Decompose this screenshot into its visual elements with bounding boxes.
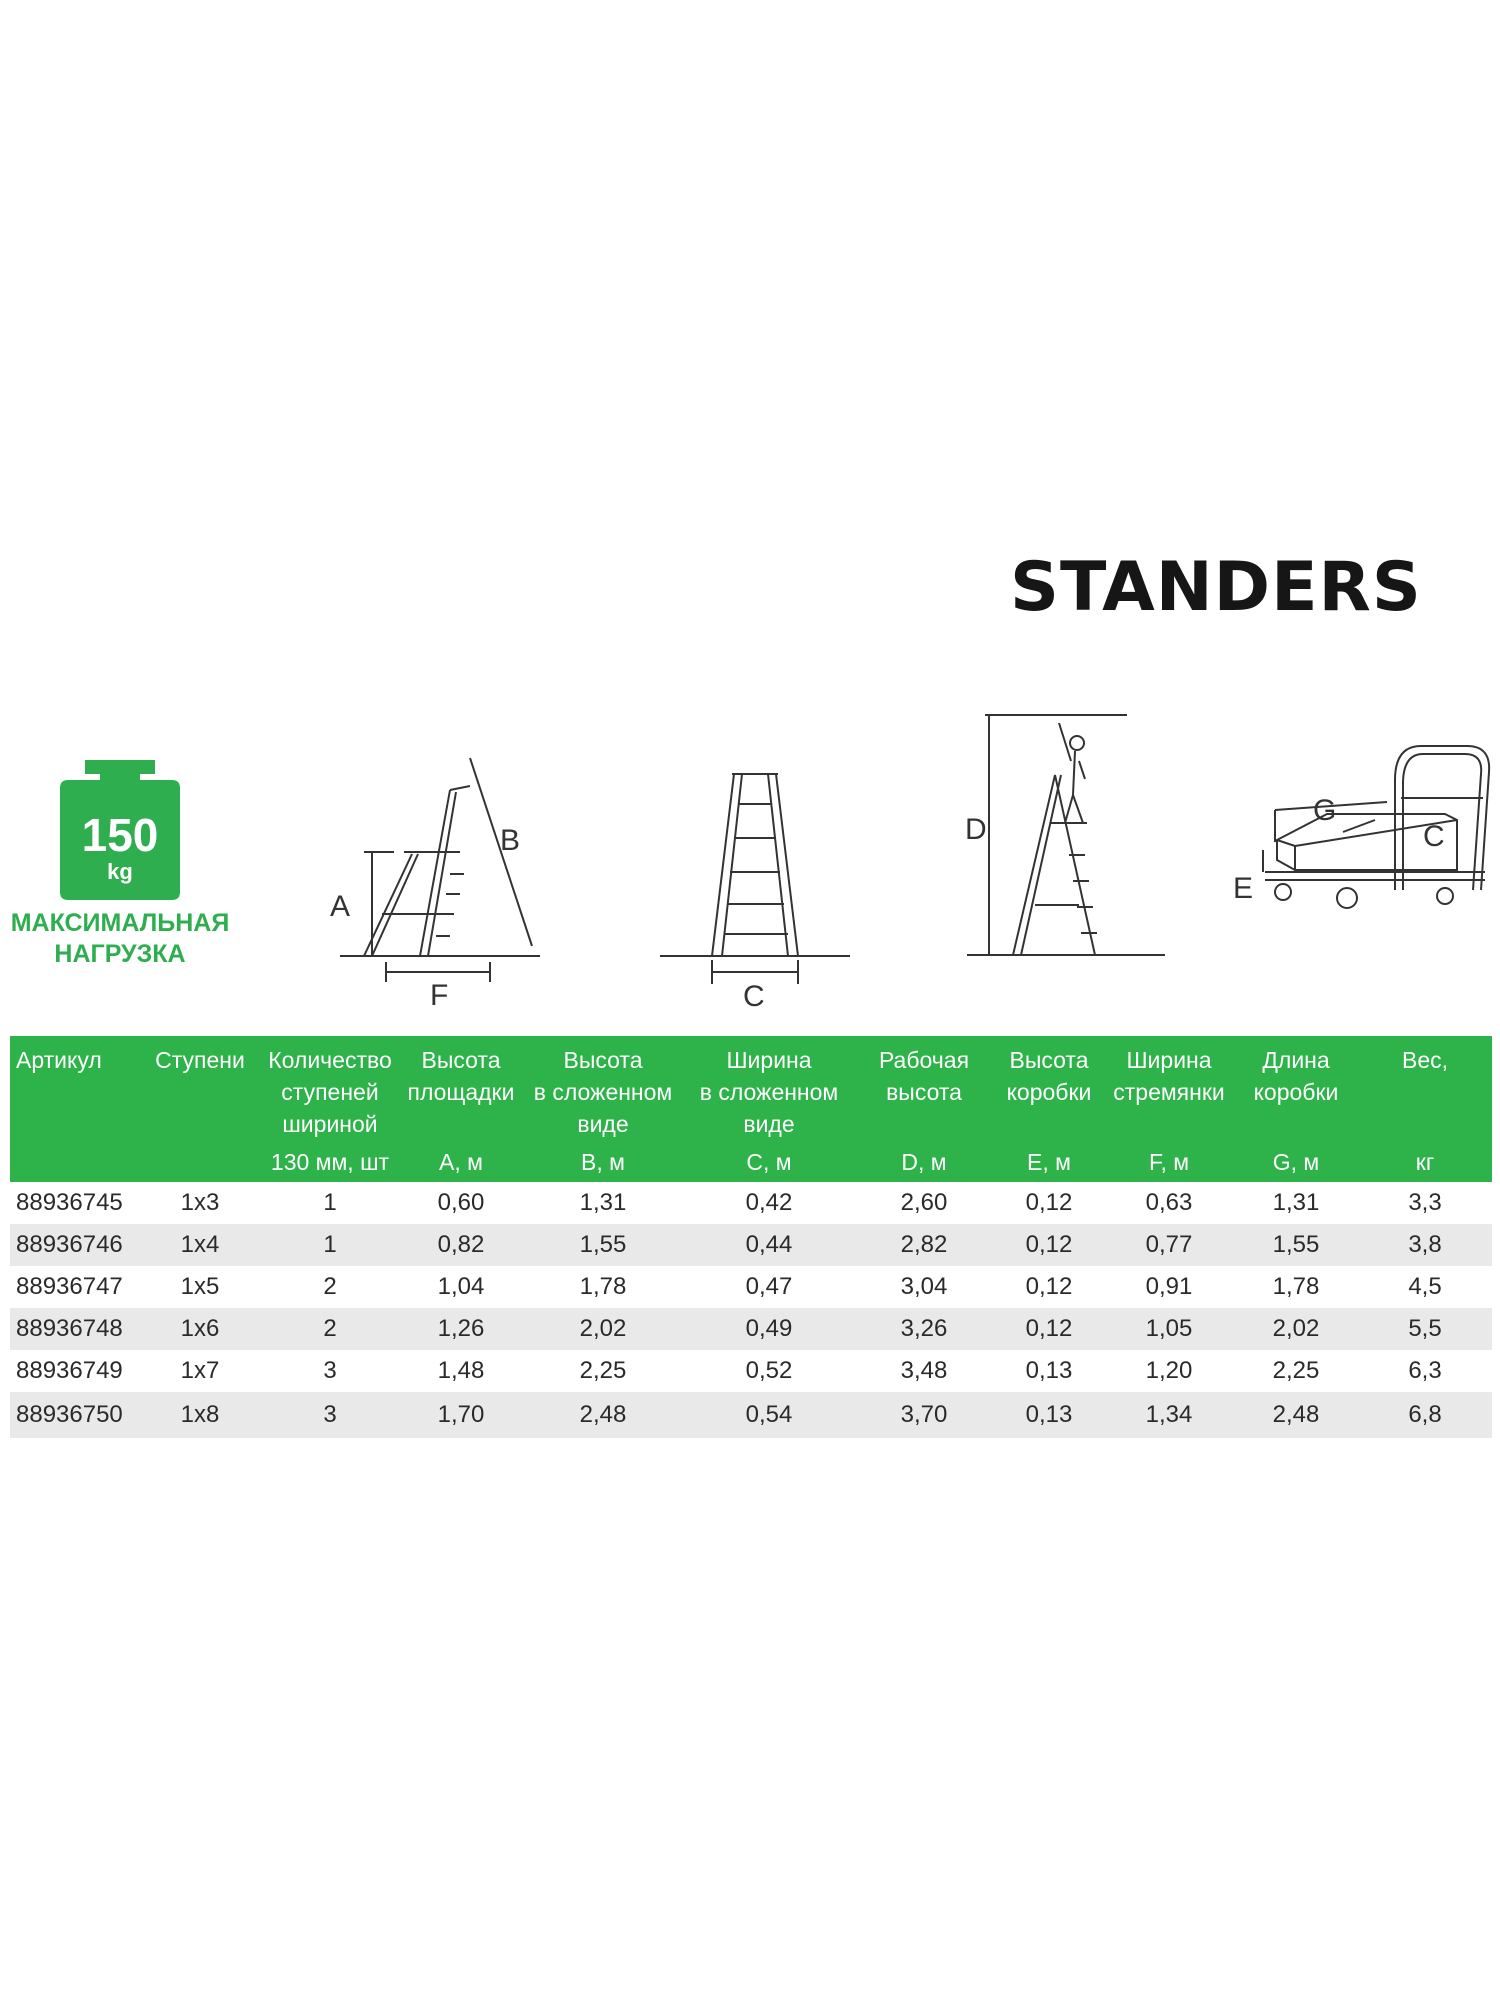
cell-article: 88936748 xyxy=(10,1308,140,1350)
dim-g-label: G xyxy=(1313,794,1337,827)
ladder-side-icon xyxy=(320,750,560,1010)
cell-weight: 6,3 xyxy=(1408,1357,1442,1384)
cell-step-count: 1 xyxy=(260,1224,400,1266)
cell-step-count: 2 xyxy=(260,1308,400,1350)
cell-steps: 1х6 xyxy=(140,1308,260,1350)
cell-platform-height: 1,26 xyxy=(400,1308,522,1350)
cell-weight: 5,5 xyxy=(1358,1308,1492,1350)
cell-folded-width: 0,47 xyxy=(745,1273,793,1300)
cell-folded-height: 1,78 xyxy=(579,1273,627,1300)
cell-folded-width: 0,49 xyxy=(684,1308,854,1350)
col-header-platform-height: Высота площадки А, м xyxy=(400,1036,522,1182)
cell-steps: 1х4 xyxy=(140,1224,260,1266)
packaging-box-diagram xyxy=(1225,720,1500,970)
table-row xyxy=(10,1224,1492,1266)
cell-weight: 6,8 xyxy=(1358,1392,1492,1438)
col-header-step-count: Количество ступеней шириной 130 мм, шт xyxy=(260,1036,400,1182)
cell-folded-height: 1,31 xyxy=(579,1189,627,1216)
max-load-value: 150 xyxy=(81,809,159,861)
table-row xyxy=(10,1392,1492,1438)
cell-weight: 4,5 xyxy=(1408,1273,1442,1300)
cell-box-length: 2,25 xyxy=(1272,1357,1320,1384)
cell-ladder-width: 1,05 xyxy=(1104,1308,1234,1350)
cell-working-height: 2,82 xyxy=(854,1224,994,1266)
col-header-folded-width: Ширина в сложенном виде С, м xyxy=(684,1036,854,1182)
cell-weight: 3,3 xyxy=(1408,1189,1442,1216)
col-header-working-height: Рабочая высота D, м xyxy=(854,1036,994,1182)
working-height-diagram xyxy=(955,705,1185,975)
max-load-caption-line2: НАГРУЗКА xyxy=(54,940,186,968)
cell-ladder-width: 0,91 xyxy=(1145,1273,1193,1300)
cell-box-length: 2,02 xyxy=(1234,1308,1358,1350)
col-header-box-length: Длина коробки G, м xyxy=(1234,1036,1358,1182)
cell-folded-width: 0,42 xyxy=(745,1189,793,1216)
cell-weight: 3,8 xyxy=(1358,1224,1492,1266)
cell-folded-width: 0,52 xyxy=(745,1357,793,1384)
cell-working-height: 2,60 xyxy=(900,1189,948,1216)
cart-box-icon xyxy=(1225,720,1500,970)
cell-folded-height: 2,48 xyxy=(522,1392,684,1438)
cell-step-count: 3 xyxy=(260,1392,400,1438)
cell-ladder-width: 0,77 xyxy=(1104,1224,1234,1266)
cell-box-height: 0,12 xyxy=(994,1308,1104,1350)
max-load-badge xyxy=(0,760,240,980)
cell-box-height: 0,13 xyxy=(1025,1357,1073,1384)
max-load-caption xyxy=(0,908,240,970)
cell-working-height: 3,48 xyxy=(900,1357,948,1384)
working-height-icon xyxy=(955,705,1185,975)
cell-folded-width: 0,54 xyxy=(684,1392,854,1438)
cell-platform-height: 0,82 xyxy=(400,1224,522,1266)
ladder-front-icon xyxy=(650,760,860,1010)
col-header-box-height: Высота коробки Е, м xyxy=(994,1036,1104,1182)
max-load-unit: kg xyxy=(107,859,133,884)
cell-platform-height: 1,70 xyxy=(400,1392,522,1438)
cell-steps: 1х5 xyxy=(180,1273,220,1300)
cell-article: 88936750 xyxy=(10,1392,140,1438)
cell-working-height: 3,04 xyxy=(900,1273,948,1300)
cell-ladder-width: 0,63 xyxy=(1145,1189,1193,1216)
table-row xyxy=(10,1266,1492,1308)
cell-folded-width: 0,44 xyxy=(684,1224,854,1266)
table-row xyxy=(10,1350,1492,1392)
cell-steps: 1х7 xyxy=(180,1357,220,1384)
max-load-caption-line1: МАКСИМАЛЬНАЯ xyxy=(10,909,230,937)
dim-c-box-label: C xyxy=(1423,820,1445,853)
cell-box-height: 0,13 xyxy=(994,1392,1104,1438)
cell-platform-height: 0,60 xyxy=(437,1189,485,1216)
table-header-row xyxy=(10,1036,1492,1182)
ladder-side-diagram xyxy=(320,750,560,1010)
cell-platform-height: 1,04 xyxy=(437,1273,485,1300)
dim-f-label: F xyxy=(430,979,449,1010)
dim-c-label: C xyxy=(743,980,765,1010)
cell-platform-height: 1,48 xyxy=(437,1357,485,1384)
table-row xyxy=(10,1182,1492,1224)
table-row xyxy=(10,1308,1492,1350)
dim-e-label: E xyxy=(1233,872,1254,905)
col-header-folded-height: Высота в сложенном виде В, м xyxy=(522,1036,684,1182)
cell-box-length: 1,78 xyxy=(1272,1273,1320,1300)
cell-ladder-width: 1,20 xyxy=(1145,1357,1193,1384)
col-header-steps: Ступени xyxy=(140,1036,260,1182)
cell-working-height: 3,26 xyxy=(854,1308,994,1350)
cell-step-count: 2 xyxy=(323,1273,337,1300)
cell-box-height: 0,12 xyxy=(1025,1273,1073,1300)
cell-box-length: 1,31 xyxy=(1272,1189,1320,1216)
dim-d-label: D xyxy=(965,813,987,846)
cell-box-height: 0,12 xyxy=(1025,1189,1073,1216)
col-header-article: Артикул xyxy=(10,1036,140,1182)
cell-steps: 1х3 xyxy=(180,1189,220,1216)
dim-b-label: B xyxy=(500,824,521,857)
cell-folded-height: 2,02 xyxy=(522,1308,684,1350)
specifications-table xyxy=(10,1036,1492,1438)
col-header-ladder-width: Ширина стремянки F, м xyxy=(1104,1036,1234,1182)
cell-step-count: 3 xyxy=(323,1357,337,1384)
ladder-front-diagram xyxy=(650,760,860,1010)
col-header-weight: Вес, кг xyxy=(1358,1036,1492,1182)
cell-box-height: 0,12 xyxy=(994,1224,1104,1266)
cell-folded-height: 1,55 xyxy=(522,1224,684,1266)
cell-steps: 1х8 xyxy=(140,1392,260,1438)
dim-a-label: A xyxy=(330,890,351,923)
cell-step-count: 1 xyxy=(323,1189,337,1216)
cell-article: 88936745 xyxy=(16,1189,123,1216)
cell-box-length: 2,48 xyxy=(1234,1392,1358,1438)
cell-folded-height: 2,25 xyxy=(579,1357,627,1384)
brand-logo: STANDERS xyxy=(1010,548,1422,627)
cell-box-length: 1,55 xyxy=(1234,1224,1358,1266)
cell-working-height: 3,70 xyxy=(854,1392,994,1438)
cell-article: 88936749 xyxy=(16,1357,123,1384)
cell-article: 88936746 xyxy=(10,1224,140,1266)
cell-article: 88936747 xyxy=(16,1273,123,1300)
cell-ladder-width: 1,34 xyxy=(1104,1392,1234,1438)
